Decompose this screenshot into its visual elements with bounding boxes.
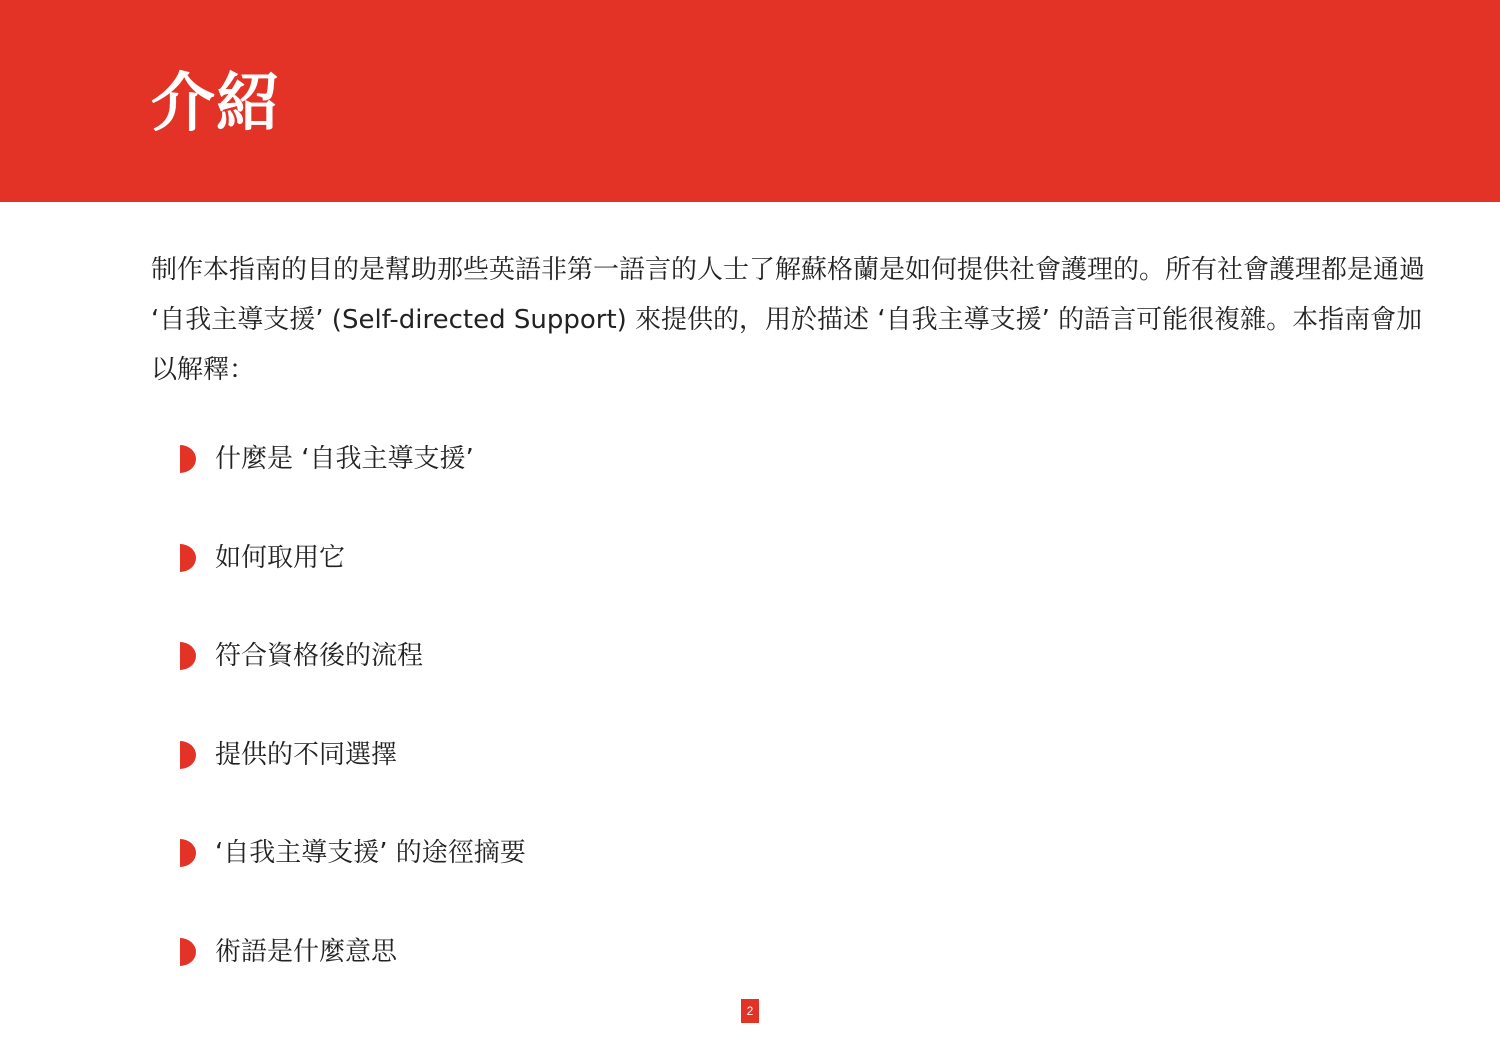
half-circle-bullet-icon: [180, 839, 196, 867]
topic-label: 符合資格後的流程: [215, 641, 424, 672]
topic-label: 提供的不同選擇: [215, 739, 398, 770]
list-item: [180, 628, 526, 684]
topic-label: 術語是什麼意思: [215, 936, 398, 967]
list-item: [180, 825, 526, 881]
half-circle-bullet-icon: [180, 938, 196, 966]
half-circle-bullet-icon: [180, 445, 196, 473]
topic-label: ‘自我主導支援’ 的途徑摘要: [215, 838, 526, 869]
header-band: [0, 0, 1500, 202]
half-circle-bullet-icon: [180, 741, 196, 769]
intro-paragraph: 制作本指南的目的是幫助那些英語非第一語言的人士了解蘇格蘭是如何提供社會護理的。所有社會護理都是通過 ‘自我主導支援’ (Self-directed Support) 來提供的，用於描述 ‘自我主導支援’ 的語言可能很複雜。本指南會加以解釋：: [151, 255, 1426, 385]
page-title: 介紹: [151, 67, 281, 141]
list-item: [180, 727, 526, 783]
list-item: [180, 431, 526, 487]
topic-list: [180, 431, 526, 1023]
topic-label: 如何取用它: [215, 542, 346, 573]
half-circle-bullet-icon: [180, 642, 196, 670]
half-circle-bullet-icon: [180, 544, 196, 572]
list-item: [180, 924, 526, 980]
topic-label: 什麼是 ‘自我主導支援’: [215, 444, 474, 474]
page-number: 2: [741, 999, 759, 1023]
list-item: [180, 530, 526, 586]
